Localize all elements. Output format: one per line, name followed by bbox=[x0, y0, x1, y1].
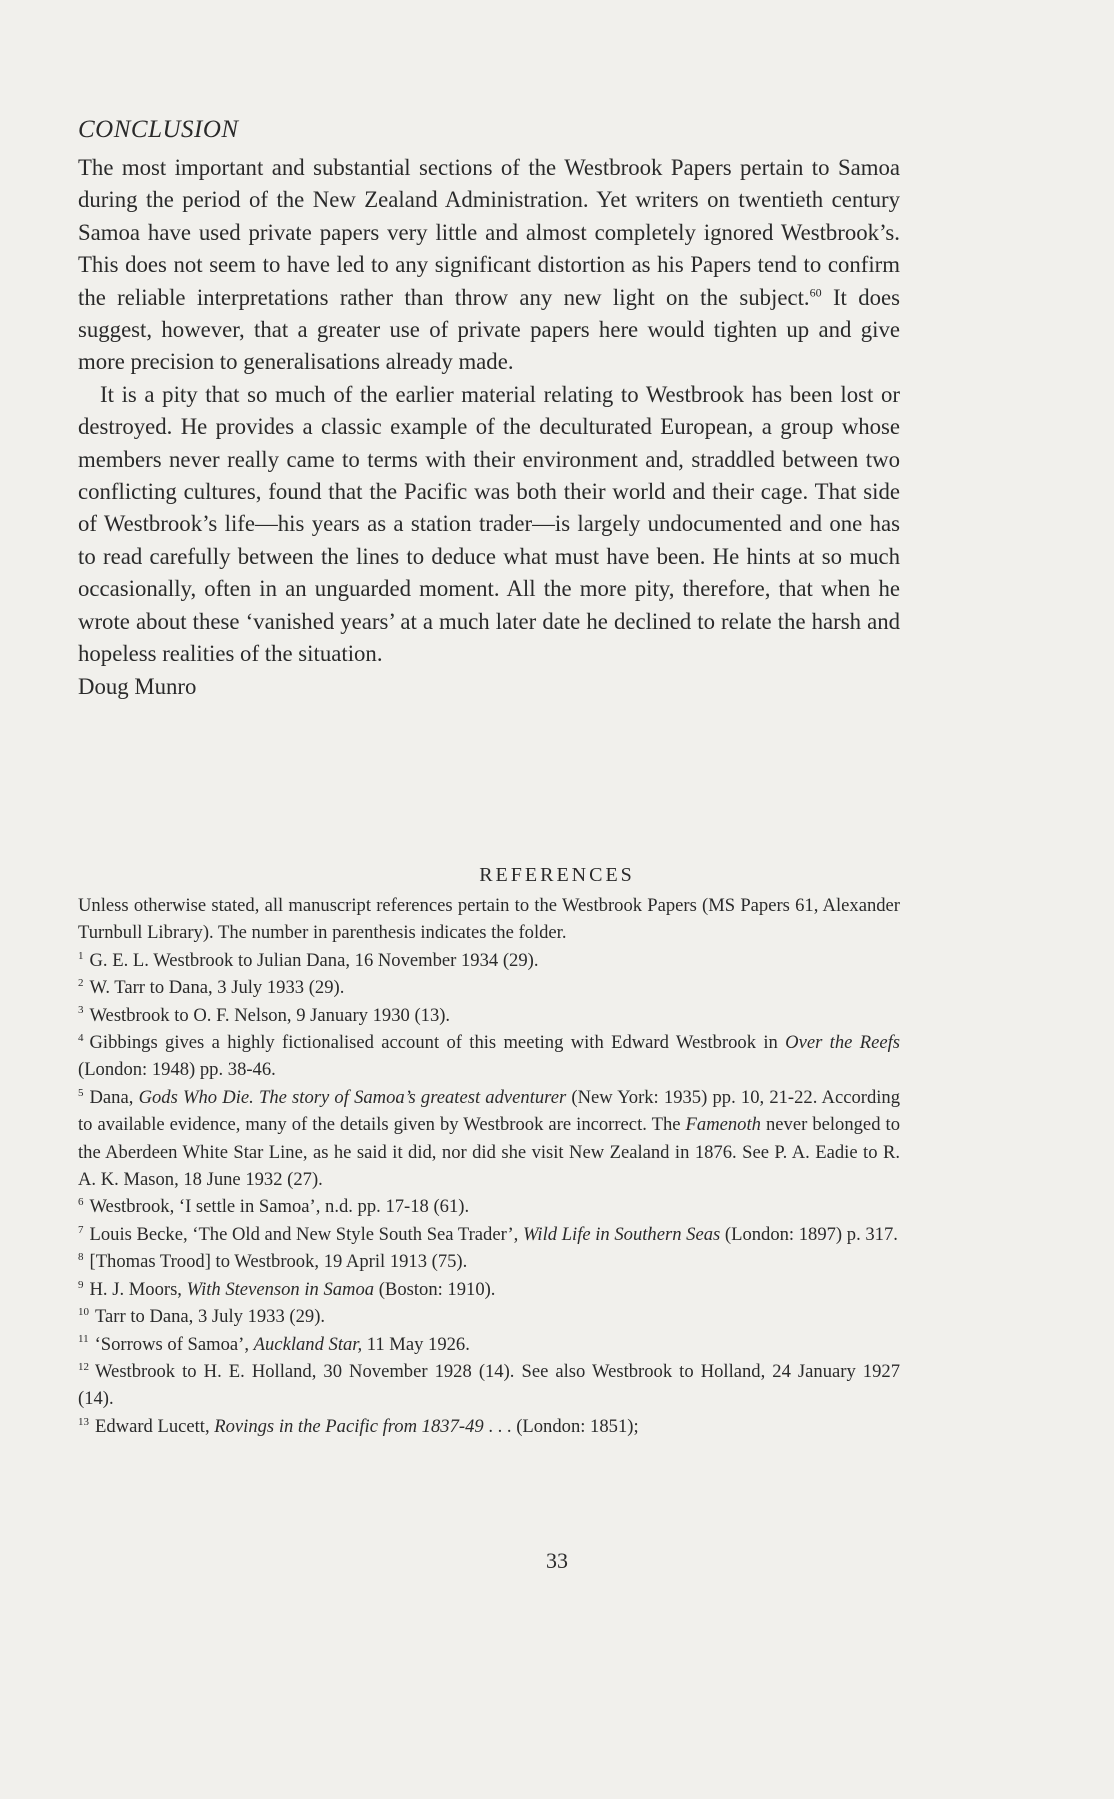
reference-title: Gods Who Die. The story of Samoa’s greatest adventurer bbox=[138, 1086, 567, 1108]
body-text bbox=[78, 152, 900, 703]
reference-title: Wild Life in Southern Seas bbox=[522, 1223, 721, 1245]
reference-text: Gibbings gives a highly fictionalised account of this meeting with Edward Westbrook in bbox=[89, 1032, 786, 1054]
paragraph-1-continuation: It does suggest, however, that a greater use of private papers here would tighten up and give more precision to generalisations already made. bbox=[78, 284, 900, 375]
page-number: 33 bbox=[546, 1548, 568, 1573]
references-intro: Unless otherwise stated, all manuscript references pertain to the Westbrook Papers (MS Papers 61, Alexander Turnbull Library). The number in parenthesis indicates the folder. bbox=[78, 895, 900, 944]
paragraph-1 bbox=[78, 152, 900, 379]
reference-number: 12 bbox=[78, 1360, 89, 1373]
reference-item bbox=[78, 1358, 900, 1413]
reference-text: (London: 1897) p. 317. bbox=[720, 1223, 898, 1245]
reference-text: Edward Lucett, bbox=[95, 1415, 215, 1437]
reference-number: 10 bbox=[78, 1305, 89, 1318]
reference-item bbox=[78, 1002, 900, 1029]
reference-number: 2 bbox=[78, 977, 84, 990]
reference-text: W. Tarr to Dana, 3 July 1933 (29). bbox=[89, 977, 345, 999]
reference-text: Dana, bbox=[89, 1086, 139, 1108]
reference-text: G. E. L. Westbrook to Julian Dana, 16 November 1934 (29). bbox=[89, 949, 539, 971]
reference-number: 13 bbox=[78, 1415, 89, 1428]
reference-number: 1 bbox=[78, 949, 84, 962]
paragraph-2: It is a pity that so much of the earlier material relating to Westbrook has been lost or destroyed. He provides a classic example of the deculturated European, a group whose members never really came to terms with their environment and, straddled between two conflicting cultures, found that the Pacific was both their world and their cage. That side of Westbrook’s life—his years as a station trader—is largely undocumented and one has to read carefully between the lines to deduce what must have been. He hints at so much occasionally, often in an unguarded moment. All the more pity, therefore, that when he wrote about these ‘vanished years’ at a much later date he declined to relate the harsh and hopeless realities of the situation. bbox=[78, 381, 900, 667]
reference-item bbox=[78, 1413, 900, 1440]
reference-number: 11 bbox=[78, 1333, 89, 1346]
section-heading: CONCLUSION bbox=[78, 116, 239, 143]
footnote-marker: 60 bbox=[809, 285, 822, 300]
reference-title: Rovings in the Pacific from 1837-49 bbox=[214, 1415, 484, 1437]
reference-items bbox=[78, 947, 900, 1440]
reference-text: H. J. Moors, bbox=[89, 1278, 187, 1300]
reference-number: 4 bbox=[78, 1031, 84, 1044]
reference-number: 5 bbox=[78, 1086, 84, 1099]
reference-text: Tarr to Dana, 3 July 1933 (29). bbox=[95, 1306, 326, 1328]
reference-text: (Boston: 1910). bbox=[374, 1278, 496, 1300]
reference-item bbox=[78, 1276, 900, 1303]
reference-text: . . . (London: 1851); bbox=[483, 1415, 639, 1437]
reference-number: 3 bbox=[78, 1004, 84, 1017]
reference-item bbox=[78, 1331, 900, 1358]
reference-item bbox=[78, 974, 900, 1001]
reference-text: never belonged to the Aberdeen White Star Line, as he said it did, nor did she visit New Zealand in 1876. See P. A. Eadie to R. A. K. Mason, 18 June 1932 (27). bbox=[78, 1114, 900, 1191]
reference-item bbox=[78, 1248, 900, 1275]
references-title: REFERENCES bbox=[479, 864, 635, 886]
reference-title: Over the Reefs bbox=[785, 1032, 900, 1054]
references-list bbox=[78, 892, 900, 1440]
paragraph-1-text: The most important and substantial sections of the Westbrook Papers pertain to Samoa during the period of the New Zealand Administration. Yet writers on twentieth century Samoa have used private papers very little and almost completely ignored Westbrook’s. This does not seem to have led to any significant distortion as his Papers tend to confirm the reliable interpretations rather than throw any new light on the subject. bbox=[78, 155, 900, 310]
reference-number: 8 bbox=[78, 1251, 84, 1264]
reference-number: 7 bbox=[78, 1223, 84, 1236]
reference-title: Auckland Star, bbox=[253, 1333, 363, 1355]
reference-text: Westbrook to O. F. Nelson, 9 January 1930 (13). bbox=[89, 1004, 451, 1026]
reference-text: Louis Becke, ‘The Old and New Style South Sea Trader’, bbox=[89, 1223, 523, 1245]
reference-item bbox=[78, 1303, 900, 1330]
reference-item bbox=[78, 1193, 900, 1220]
reference-text: ‘Sorrows of Samoa’, bbox=[94, 1333, 254, 1355]
reference-text: [Thomas Trood] to Westbrook, 19 April 1913 (75). bbox=[89, 1251, 468, 1273]
reference-text: 11 May 1926. bbox=[362, 1333, 470, 1355]
reference-text: (New York: 1935) pp. 10, 21-22. According to available evidence, many of the details given by Westbrook are incorrect. The bbox=[78, 1086, 901, 1136]
reference-text: (London: 1948) pp. 38-46. bbox=[78, 1059, 276, 1081]
reference-title: With Stevenson in Samoa bbox=[186, 1278, 375, 1300]
reference-number: 9 bbox=[78, 1278, 84, 1291]
reference-text: Westbrook to H. E. Holland, 30 November 1928 (14). See also Westbrook to Holland, 24 January 1927 (14). bbox=[78, 1360, 900, 1410]
reference-number: 6 bbox=[78, 1196, 84, 1209]
reference-item bbox=[78, 947, 900, 974]
reference-item bbox=[78, 1084, 900, 1194]
reference-item bbox=[78, 1221, 900, 1248]
author-signature: Doug Munro bbox=[78, 673, 197, 699]
reference-text: Westbrook, ‘I settle in Samoa’, n.d. pp. 17-18 (61). bbox=[89, 1196, 470, 1218]
reference-title: Famenoth bbox=[685, 1114, 761, 1136]
reference-item bbox=[78, 1029, 900, 1084]
